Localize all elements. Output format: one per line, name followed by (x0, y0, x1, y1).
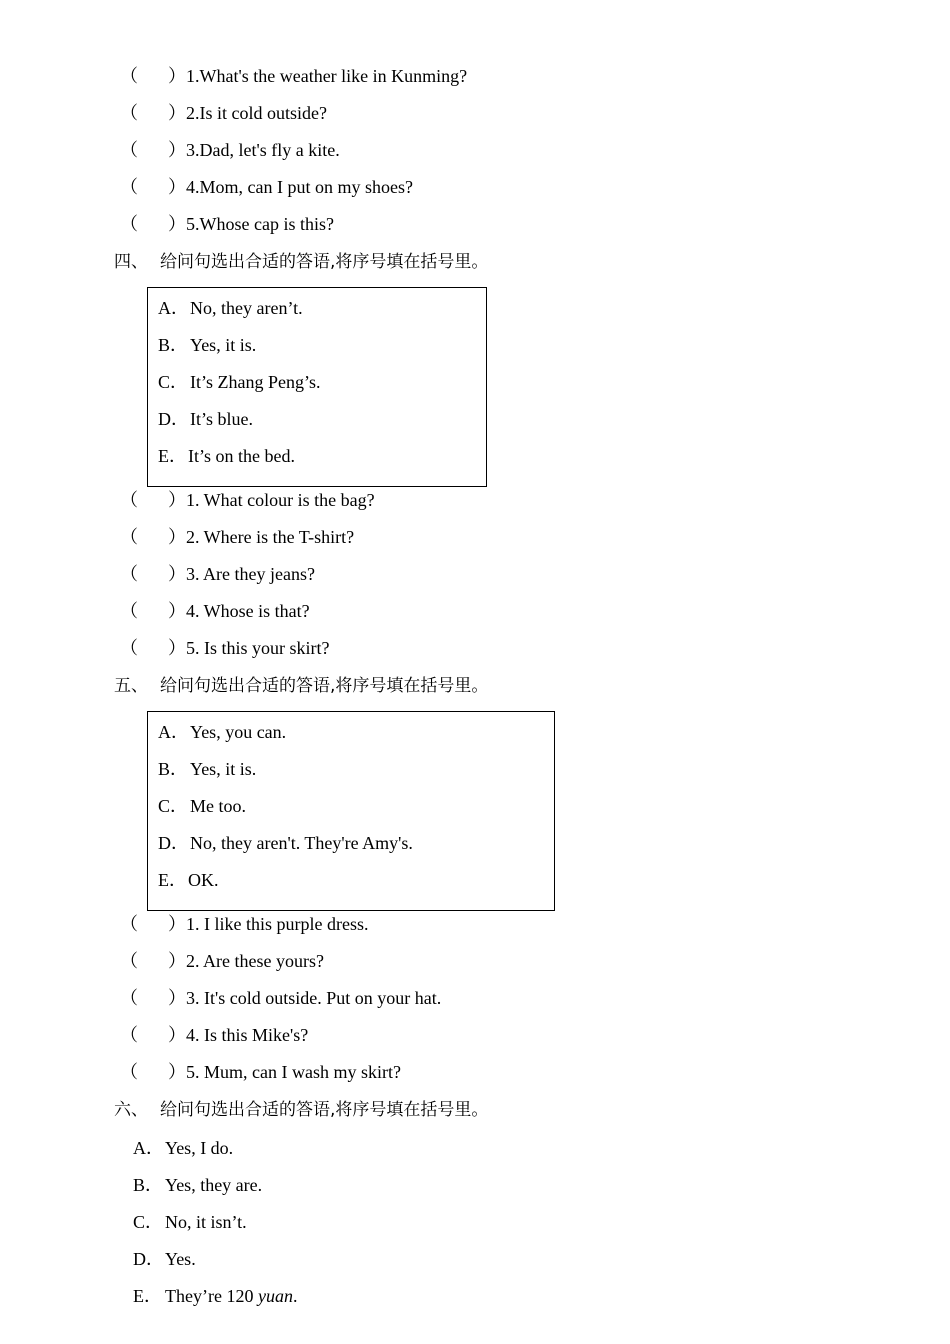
option-text: Yes, I do. (165, 1138, 234, 1158)
answer-blank[interactable] (132, 1023, 166, 1047)
option-text: Yes, you can. (190, 722, 287, 742)
section-instruction: 给问句选出合适的答语,将序号填在括号里。 (160, 252, 489, 272)
answer-blank[interactable] (132, 912, 166, 936)
answer-blank[interactable] (132, 1060, 166, 1084)
answer-paren-open: （ (120, 601, 138, 621)
question-text: 1. I like this purple dress. (186, 914, 369, 934)
question-text: 3. Are they jeans? (186, 564, 315, 584)
answer-blank[interactable] (132, 636, 166, 660)
question-text: 3. It's cold outside. Put on your hat. (186, 988, 442, 1008)
answer-blank[interactable] (132, 64, 166, 88)
answer-blank[interactable] (132, 175, 166, 199)
answer-paren-close: ） (168, 988, 186, 1008)
answer-paren-close: ） (168, 1062, 186, 1082)
answer-paren-close: ） (168, 490, 186, 510)
answer-paren-open: （ (120, 1062, 138, 1082)
option-letter: A． (133, 1138, 164, 1158)
option-text: Yes, they are. (165, 1175, 263, 1195)
answer-paren-close: ） (168, 601, 186, 621)
answer-blank[interactable] (132, 949, 166, 973)
option-letter: E． (133, 1286, 162, 1306)
question-text: 1. What colour is the bag? (186, 490, 375, 510)
answer-paren-open: （ (120, 177, 138, 197)
question-text: 4. Whose is that? (186, 601, 310, 621)
option-letter: E． (158, 870, 187, 890)
question-text: 1.What's the weather like in Kunming? (186, 66, 468, 86)
question-text: 4.Mom, can I put on my shoes? (186, 177, 413, 197)
option-text: Yes, it is. (190, 335, 257, 355)
answer-blank[interactable] (132, 525, 166, 549)
answer-paren-close: ） (168, 527, 186, 547)
section-instruction: 给问句选出合适的答语,将序号填在括号里。 (160, 1100, 489, 1120)
question-text: 2. Where is the T-shirt? (186, 527, 355, 547)
option-text: No, they aren't. They're Amy's. (190, 833, 413, 853)
answer-blank[interactable] (132, 562, 166, 586)
option-text (165, 1284, 297, 1308)
option-letter: B． (158, 759, 189, 779)
answer-blank[interactable] (132, 101, 166, 125)
answer-blank[interactable] (132, 488, 166, 512)
question-text: 4. Is this Mike's? (186, 1025, 309, 1045)
answer-paren-close: ） (168, 638, 186, 658)
section5-options-box (147, 711, 555, 911)
question-text: 3.Dad, let's fly a kite. (186, 140, 340, 160)
option-text: It’s on the bed. (188, 446, 295, 466)
section-number: 四、 (114, 252, 148, 272)
option-letter: C． (158, 372, 189, 392)
option-text: No, they aren’t. (190, 298, 303, 318)
section-number: 五、 (114, 676, 148, 696)
option-text-suffix: . (292, 1286, 298, 1306)
answer-paren-open: （ (120, 638, 138, 658)
answer-paren-close: ） (168, 564, 186, 584)
question-text: 2. Are these yours? (186, 951, 324, 971)
answer-blank[interactable] (132, 212, 166, 236)
answer-paren-close: ） (168, 1025, 186, 1045)
option-text: It’s blue. (190, 409, 253, 429)
question-text: 5.Whose cap is this? (186, 214, 334, 234)
answer-paren-open: （ (120, 66, 138, 86)
answer-paren-open: （ (120, 214, 138, 234)
answer-blank[interactable] (132, 138, 166, 162)
answer-paren-open: （ (120, 490, 138, 510)
section4-options-box (147, 287, 487, 487)
option-letter: E． (158, 446, 187, 466)
option-letter: C． (158, 796, 189, 816)
answer-paren-open: （ (120, 988, 138, 1008)
option-text: Me too. (190, 796, 246, 816)
answer-paren-close: ） (168, 66, 186, 86)
option-letter: B． (158, 335, 189, 355)
option-letter: D． (158, 833, 189, 853)
answer-paren-close: ） (168, 214, 186, 234)
question-text: 5. Mum, can I wash my skirt? (186, 1062, 401, 1082)
answer-paren-open: （ (120, 103, 138, 123)
option-letter: D． (133, 1249, 164, 1269)
answer-blank[interactable] (132, 986, 166, 1010)
answer-paren-open: （ (120, 951, 138, 971)
question-text: 5. Is this your skirt? (186, 638, 330, 658)
section-number: 六、 (114, 1100, 148, 1120)
option-text: It’s Zhang Peng’s. (190, 372, 321, 392)
option-text: No, it isn’t. (165, 1212, 247, 1232)
answer-paren-close: ） (168, 951, 186, 971)
question-text: 2.Is it cold outside? (186, 103, 327, 123)
option-letter: A． (158, 298, 189, 318)
option-text: Yes. (165, 1249, 196, 1269)
answer-paren-open: （ (120, 564, 138, 584)
option-text-italic: yuan (257, 1286, 293, 1306)
option-text-main: They’re 120 (165, 1286, 258, 1306)
answer-paren-open: （ (120, 527, 138, 547)
answer-paren-close: ） (168, 103, 186, 123)
answer-paren-open: （ (120, 140, 138, 160)
answer-paren-open: （ (120, 914, 138, 934)
option-letter: D． (158, 409, 189, 429)
answer-paren-close: ） (168, 140, 186, 160)
option-letter: B． (133, 1175, 164, 1195)
option-letter: A． (158, 722, 189, 742)
option-text: OK. (188, 870, 219, 890)
answer-blank[interactable] (132, 599, 166, 623)
answer-paren-open: （ (120, 1025, 138, 1045)
answer-paren-close: ） (168, 177, 186, 197)
option-letter: C． (133, 1212, 164, 1232)
section-instruction: 给问句选出合适的答语,将序号填在括号里。 (160, 676, 489, 696)
answer-paren-close: ） (168, 914, 186, 934)
option-text: Yes, it is. (190, 759, 257, 779)
